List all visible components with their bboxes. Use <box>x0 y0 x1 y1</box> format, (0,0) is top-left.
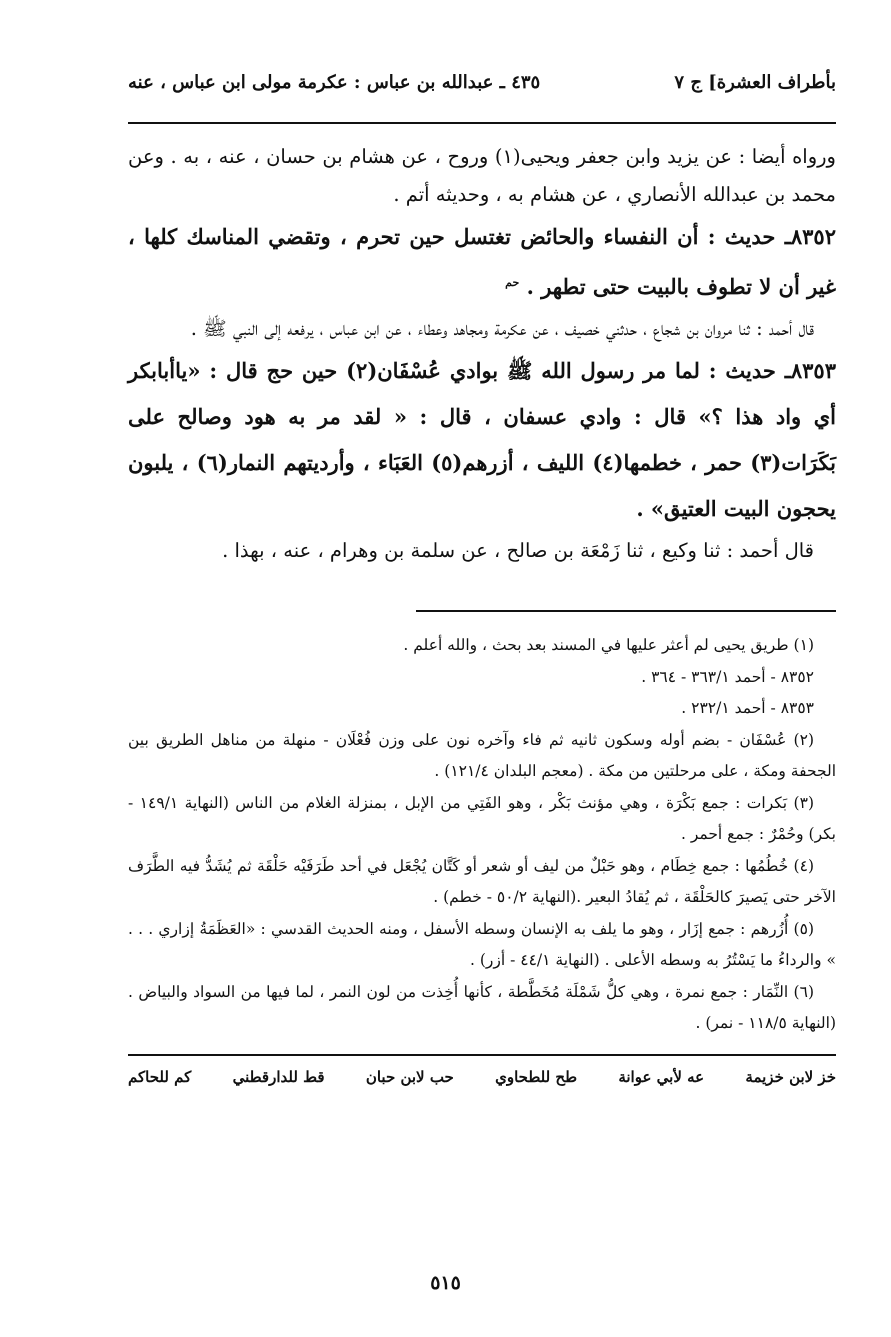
abbrev-daraqutni: قط للدارقطني <box>232 1067 325 1086</box>
header-section: ٤٣٥ ـ عبدالله بن عباس : عكرمة مولى ابن عباس ، عنه <box>128 72 541 93</box>
footnote-5: (٥) أُزُرهم : جمع إزَار ، وهو ما يلف به الإنسان وسطه الأسفل ، ومنه الحديث القدسي : «العَظَمَةُ إزاري . . . » والرداءُ ما يَسْتُرُ به وسطه الأعلى . (النهاية ٤٤/١ - أزر) . <box>128 919 836 969</box>
footnotes <box>128 630 836 1040</box>
footnote-4: (٤) خُطُمُها : جمع خِطَام ، وهو حَبْلٌ من ليف أو شعر أو كَتَّان يُجْعَل في أحد طَرَفَيْه حَلْقَة ثم يُشَدُّ فيه الطَّرَف الآخر حتى يَصيرَ كالحَلْقَة ، ثم يُقادُ البعير .(النهاية ٥٠/٢ - خطم) . <box>128 856 836 906</box>
page-number: ٥١٥ <box>430 1272 461 1294</box>
paragraph-riwaya: ورواه أيضا : عن يزيد وابن جعفر ويحيى(١) وروح ، عن هشام بن حسان ، عنه ، به . وعن محمد بن عبدالله الأنصاري ، عن هشام به ، وحديثه أتم . <box>128 145 836 206</box>
hadith-text: ـ حديث : لما مر رسول الله ﷺ بوادي عُسْفَان(٢) حين حج قال : «ياأبابكر أي واد هذا ؟» قال : وادي عسفان ، قال : « لقد مر به هود وصالح على بَكَرَات(٣) حمر ، خطمها(٤) الليف ، أزرهم(٥) العَبَاء ، وأرديتهم النمار(٦) ، يلبون يحجون البيت العتيق» . <box>128 358 836 521</box>
running-header <box>128 72 836 112</box>
footnote-2: (٢) عُسْفَان - بضم أوله وسكون ثانيه ثم فاء وآخره نون على وزن فُعْلَان - منهلة من مناهل الطريق بين الجحفة ومكة ، على مرحلتين من مكة . (معجم البلدان ١٢١/٤) . <box>128 730 836 780</box>
isnad-ahmad-2: قال أحمد : ثنا وكيع ، ثنا زَمْعَة بن صالح ، عن سلمة بن وهرام ، عنه ، بهذا . <box>222 539 814 562</box>
hadith-8352 <box>128 214 836 310</box>
abbrev-abu-awana: عه لأبي عوانة <box>618 1067 705 1086</box>
abbreviations-key <box>128 1068 836 1086</box>
hadith-number: ٨٣٥٢ <box>790 224 836 249</box>
source-mark: حم <box>505 276 520 289</box>
hadith-8353 <box>128 348 836 532</box>
footnote-ref-8352: ٨٣٥٢ - أحمد ٣٦٣/١ - ٣٦٤ . <box>641 667 814 686</box>
footnote-6: (٦) النِّمَار : جمع نمرة ، وهي كلُّ شَمْلَة مُخَطَّطة ، كأنها أُخِذت من لون النمر ، لما فيها من السواد والبياض . (النهاية ١١٨/٥ - نمر) . <box>128 982 836 1032</box>
abbrev-ibn-hibban: حب لابن حبان <box>365 1067 454 1086</box>
isnad-ahmad-1: قال أحمد : ثنا مروان بن شجاع ، حدثني خصيف ، عن عكرمة ومجاهد وعطاء ، عن ابن عباس ، يرفعه إلى النبي ﷺ . <box>190 317 814 340</box>
abbrev-ibn-khuzayma: خز لابن خزيمة <box>745 1067 836 1086</box>
page <box>128 72 836 1086</box>
abbreviations-rule <box>128 1054 836 1056</box>
header-rule <box>128 122 836 124</box>
footnote-ref-8353: ٨٣٥٣ - أحمد ٢٣٢/١ . <box>681 699 814 717</box>
abbrev-hakim: كم للحاكم <box>128 1067 192 1086</box>
hadith-number: ٨٣٥٣ <box>790 358 836 383</box>
hadith-text: ـ حديث : أن النفساء والحائض تغتسل حين تحرم ، وتقضي المناسك كلها ، غير أن لا تطوف بالبيت حتى تطهر . <box>128 224 836 299</box>
footnote-3: (٣) بَكرات : جمع بَكْرَة ، وهي مؤنث بَكْر ، وهو الفَتِي من الإبل ، بمنزلة الغلام من الناس (النهاية ١٤٩/١ - بكر) وحُمْرٌ : جمع أحمر . <box>128 793 836 843</box>
footnote-rule <box>416 610 836 612</box>
footnote-1: (١) طريق يحيى لم أعثر عليها في المسند بعد بحث ، والله أعلم . <box>403 636 814 654</box>
abbrev-tahawi: طح للطحاوي <box>495 1067 578 1086</box>
header-volume: بأطراف العشرة] ج ٧ <box>674 72 836 93</box>
